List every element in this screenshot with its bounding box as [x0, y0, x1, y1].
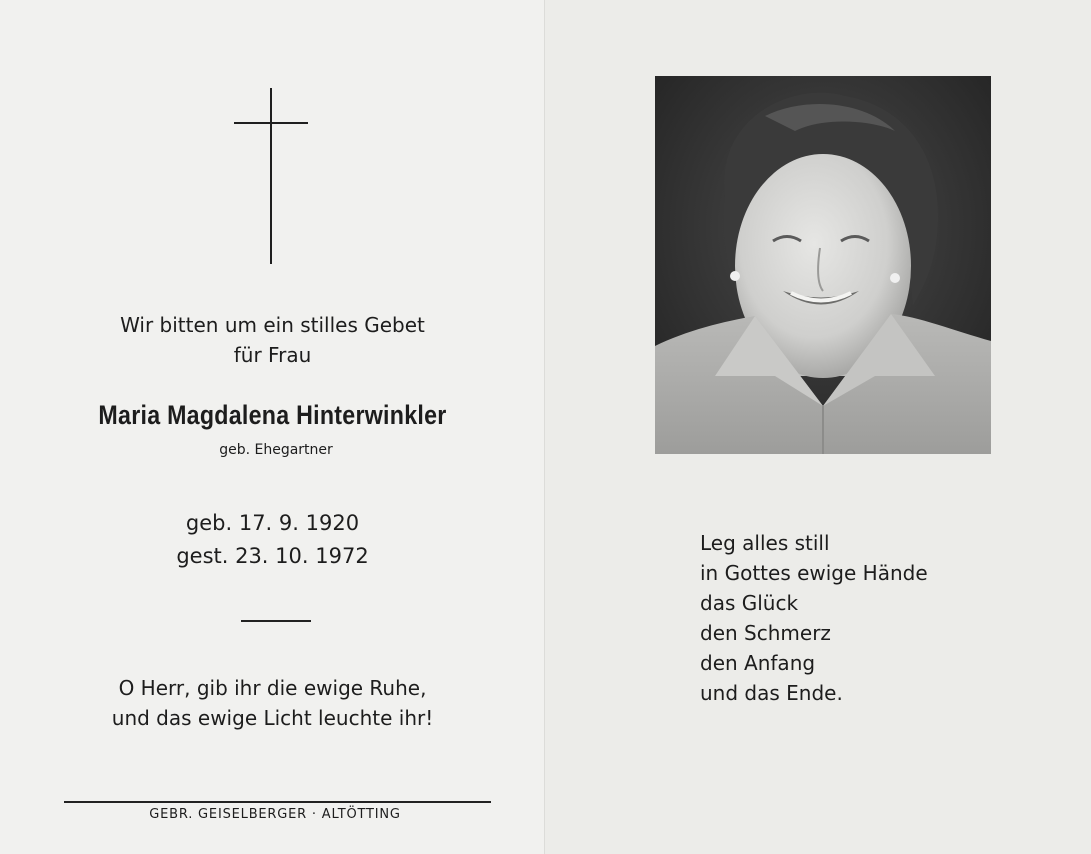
- poem-line-1: Leg alles still: [700, 531, 830, 555]
- intro-line-2: für Frau: [233, 343, 312, 367]
- printer-imprint: GEBR. GEISELBERGER · ALTÖTTING: [149, 807, 401, 822]
- poem-line-3: das Glück: [700, 591, 799, 615]
- cross-icon: [270, 88, 272, 264]
- cross-icon-bar: [234, 122, 308, 124]
- divider: [241, 620, 311, 622]
- prayer-request: [0, 310, 545, 370]
- footer-rule: [64, 801, 491, 803]
- prayer-line-2: und das ewige Licht leuchte ihr!: [111, 706, 434, 730]
- poem-line-4: den Schmerz: [700, 621, 831, 645]
- closing-prayer: [0, 673, 545, 733]
- birth-date: geb. 17. 9. 1920: [185, 511, 360, 535]
- poem: [700, 528, 928, 708]
- death-date: gest. 23. 10. 1972: [176, 544, 369, 568]
- maiden-name: geb. Ehegartner: [219, 442, 333, 458]
- portrait-photo: [655, 76, 991, 454]
- poem-line-2: in Gottes ewige Hände: [700, 561, 928, 585]
- poem-line-6: und das Ende.: [700, 681, 843, 705]
- poem-line-5: den Anfang: [700, 651, 816, 675]
- portrait-image: [655, 76, 991, 454]
- left-card-panel: [0, 0, 545, 854]
- prayer-line-1: O Herr, gib ihr die ewige Ruhe,: [118, 676, 427, 700]
- intro-line-1: Wir bitten um ein stilles Gebet: [120, 313, 425, 337]
- life-dates: [0, 507, 545, 573]
- deceased-name: Maria Magdalena Hinterwinkler: [98, 400, 447, 430]
